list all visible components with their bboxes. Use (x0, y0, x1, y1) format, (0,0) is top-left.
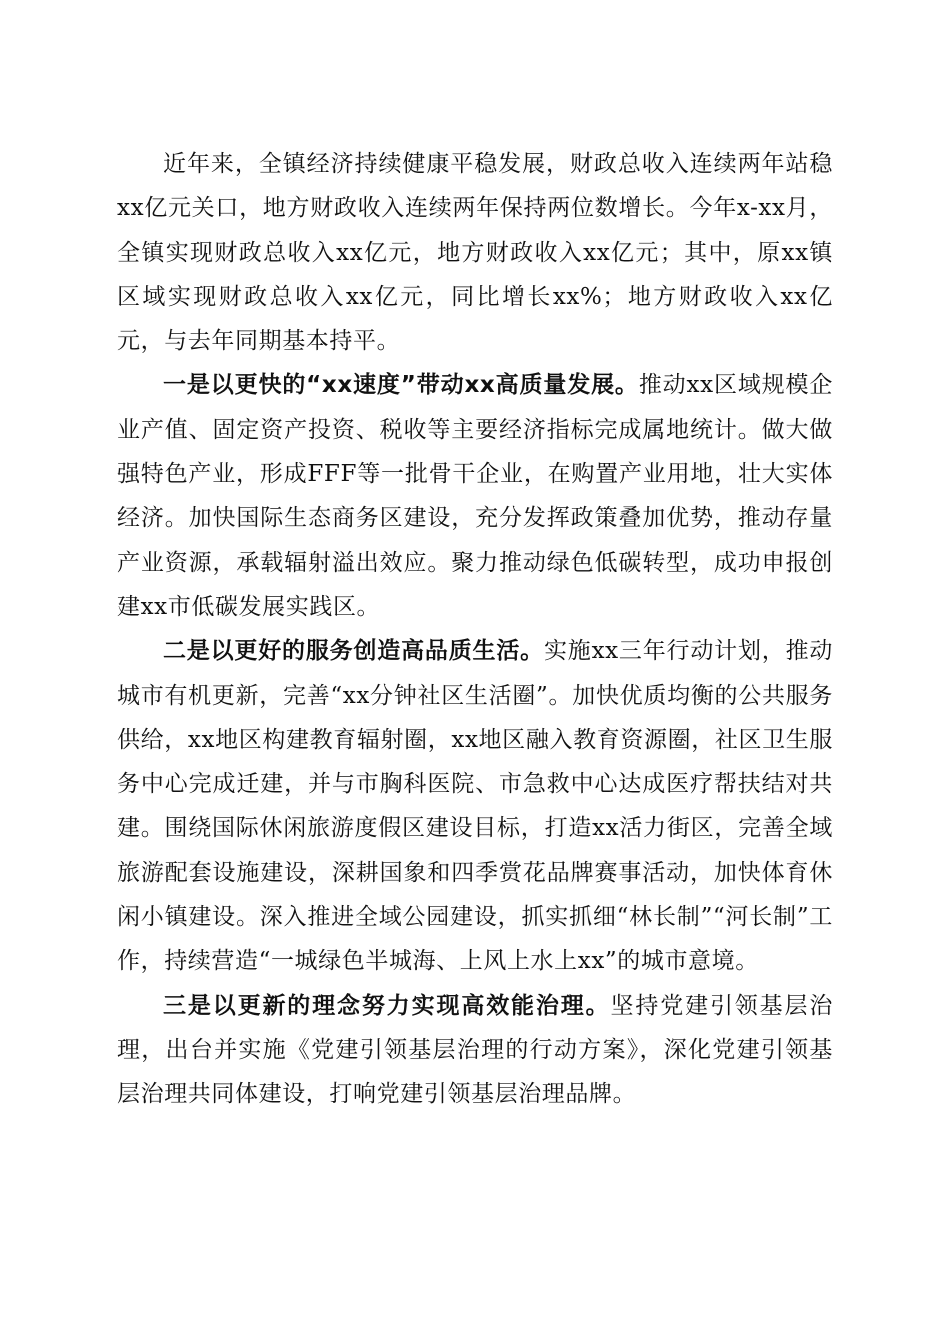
paragraph-heading: 一是以更快的“xx速度”带动xx高质量发展。 (163, 372, 639, 399)
paragraph-text: 坚持党建引领基层治理，出台并实施《党建引领基层治理的行动方案》，深化党建引领基层治理共同体建设，打响党建引领基层治理品牌。 (117, 992, 833, 1108)
paragraph-text: 实施xx三年行动计划，推动城市有机更新，完善“xx分钟社区生活圈”。加快优质均衡的公共服务供给，xx地区构建教育辐射圈，xx地区融入教育资源圈，社区卫生服务中心完成迁建，并与市胸科医院、市急救中心达成医疗帮扶结对共建。围绕国际休闲旅游度假区建设目标，打造xx活力街区，完善全域旅游配套设施建设，深耕国象和四季赏花品牌赛事活动，加快体育休闲小镇建设。深入推进全域公园建设，抓实抓细“林长制”“河长制”工作，持续营造“一城绿色半城海、上风上水上xx”的城市意境。 (117, 638, 833, 975)
paragraph-text: 近年来，全镇经济持续健康平稳发展，财政总收入连续两年站稳xx亿元关口，地方财政收入连续两年保持两位数增长。今年x-xx月，全镇实现财政总收入xx亿元，地方财政收入xx亿元；其中，原xx镇区域实现财政总收入xx亿元，同比增长xx%；地方财政收入xx亿元，与去年同期基本持平。 (117, 151, 834, 355)
paragraph-high-quality-development (117, 363, 833, 629)
paragraph-quality-life (117, 629, 833, 983)
paragraph-text: 推动xx区域规模企业产值、固定资产投资、税收等主要经济指标完成属地统计。做大做强特色产业，形成FFF等一批骨干企业，在购置产业用地，壮大实体经济。加快国际生态商务区建设，充分发挥政策叠加优势，推动存量产业资源，承载辐射溢出效应。聚力推动绿色低碳转型，成功申报创建xx市低碳发展实践区。 (117, 372, 834, 620)
paragraph-heading: 二是以更好的服务创造高品质生活。 (163, 638, 544, 665)
paragraph-heading: 三是以更新的理念努力实现高效能治理。 (163, 992, 611, 1019)
paragraph-governance (117, 984, 833, 1117)
document-page (117, 142, 833, 1117)
paragraph-fiscal-overview (117, 142, 833, 363)
